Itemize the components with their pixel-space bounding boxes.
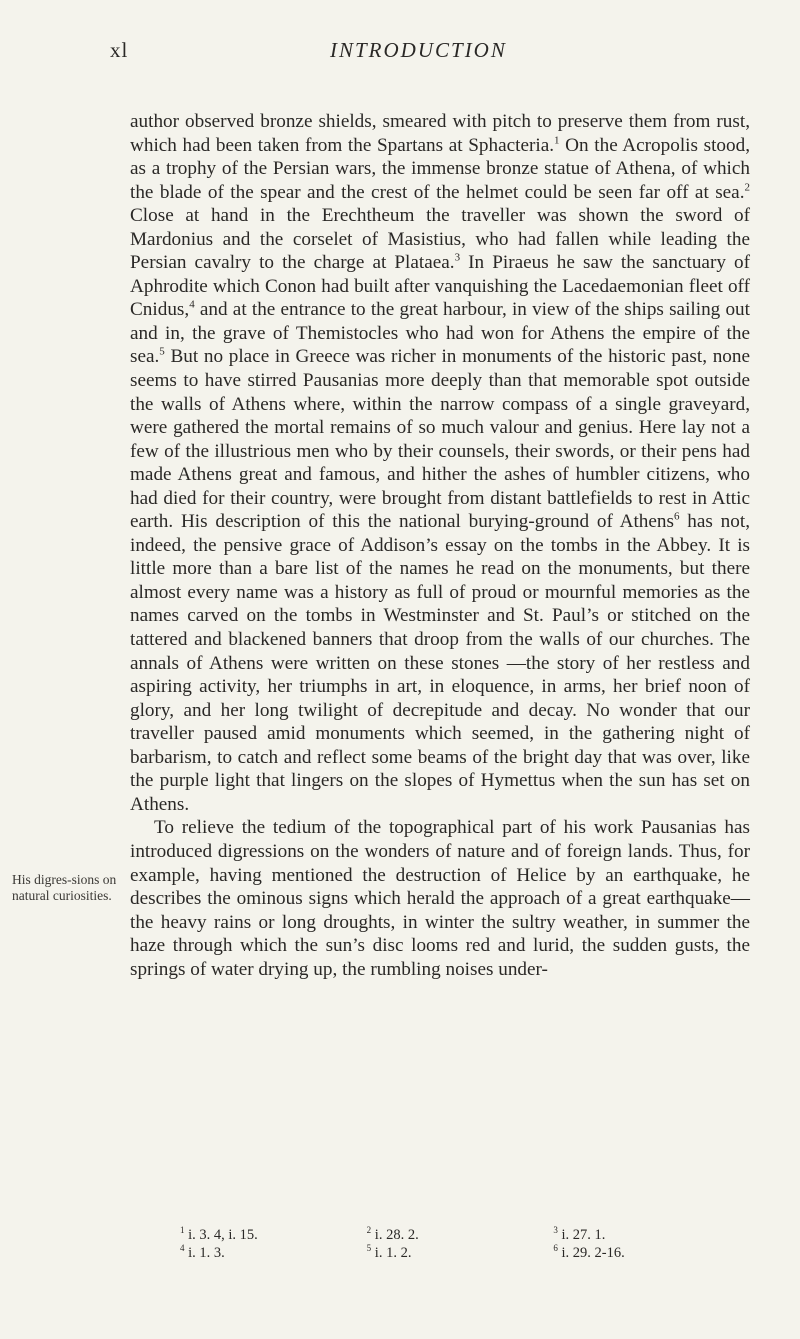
running-title: INTRODUCTION <box>330 38 507 62</box>
text-run: has not, indeed, the pensive grace of Addison’s essay on the tombs in the Abbey. It is little more than a bare list of the names he read on the monuments, but there almost every name was a history as full of proud or mournful memories as the names carved on the tombs in Westminster and St. Paul’s or stitched on the tattered and blackened banners that droop from the walls of our churches. The annals of Athens were written on these stones —the story of her restless and aspiring activity, her triumphs in art, in eloquence, in arms, her brief noon of glory, and her long twilight of decrepitude and decay. No wonder that our traveller paused amid monuments which seemed, in the gathering night of barbarism, to catch and reflect some beams of the bright day that was over, like the purple light that lingers on the slopes of Hymettus when the sun has set on Athens. <box>130 511 750 815</box>
body-text <box>130 110 750 981</box>
footnote-row <box>180 1244 740 1262</box>
footnote-text: i. 1. 2. <box>374 1245 412 1261</box>
footnote-mark: 3 <box>553 1225 558 1236</box>
footnote-mark: 6 <box>553 1243 558 1254</box>
footnote-mark: 4 <box>180 1243 185 1254</box>
paragraph <box>130 110 750 816</box>
footnote-mark: 1 <box>180 1225 185 1236</box>
page-number: xl <box>110 38 129 62</box>
footnote-mark: 2 <box>366 1225 372 1236</box>
footnote-reference: 3 <box>454 251 461 264</box>
text-run: In Piraeus he saw the sanctuary of Aphrodite which Conon had built after vanquishing the Lacedaemonian fleet off Cnidus, <box>130 252 750 321</box>
text-run: To relieve the tedium of the topographical part of his work Pausanias has introduced digressions on the wonders of nature and of foreign lands. Thus, for example, having mentioned the destruction of Helice by an earthquake, he describes the ominous signs which herald the approach of a great earthquake—the heavy rains or long droughts, in winter the sultry weather, in summer the haze through which the sun’s disc looms red and lurid, the sudden gusts, the springs of water drying up, the rumbling noises under- <box>130 817 750 980</box>
text-run: Close at hand in the Erechtheum the traveller was shown the sword of Mardonius and the corselet of Masistius, who had fallen while leading the Persian cavalry to the charge at Plataea. <box>130 205 750 274</box>
footnote-text: i. 29. 2-16. <box>561 1245 625 1261</box>
paragraph <box>130 816 750 981</box>
footnote <box>180 1244 367 1262</box>
footnote <box>553 1226 740 1244</box>
text-run: author observed bronze shields, smeared with pitch to preserve them from rust, which had been taken from the Spartans at Sphacteria. <box>130 111 750 156</box>
footnote-row <box>180 1226 740 1244</box>
footnote <box>367 1226 554 1244</box>
footnote-mark: 5 <box>366 1243 372 1254</box>
text-run: and at the entrance to the great harbour, in view of the ships sailing out and in, the grave of Themistocles who had won for Athens the empire of the sea. <box>130 299 750 368</box>
text-run: On the Acropolis stood, as a trophy of the Persian wars, the immense bronze statue of Athena, of which the blade of the spear and the crest of the helmet could be seen far off at sea. <box>130 134 750 203</box>
footnote-reference: 4 <box>189 298 195 311</box>
footnote-text: i. 3. 4, i. 15. <box>188 1227 258 1243</box>
footnote-reference: 1 <box>554 134 560 147</box>
footnotes <box>180 1226 740 1262</box>
footnote-text: i. 27. 1. <box>561 1227 606 1243</box>
footnote <box>367 1244 554 1262</box>
footnote-reference: 5 <box>159 346 165 359</box>
footnote-text: i. 28. 2. <box>374 1227 419 1243</box>
footnote-reference: 6 <box>673 510 680 523</box>
footnote <box>180 1226 367 1244</box>
footnote-reference: 2 <box>744 181 750 194</box>
footnote <box>553 1244 740 1262</box>
text-run: But no place in Greece was richer in monuments of the historic past, none seems to have stirred Pausanias more deeply than that memorable spot outside the walls of Athens where, within the narrow compass of a single graveyard, were gathered the mortal remains of so much valour and genius. Here lay not a few of the illustrious men who by their counsels, their swords, or their pens had made Athens great and famous, and hither the ashes of humbler citizens, who had died for their country, were brought from distant battlefields to rest in Attic earth. His description of this the national burying-ground of Athens <box>130 346 750 533</box>
marginal-sidenote: His digres-sions on natural curiosities. <box>12 872 117 903</box>
footnote-text: i. 1. 3. <box>188 1245 225 1261</box>
running-head <box>110 38 750 68</box>
